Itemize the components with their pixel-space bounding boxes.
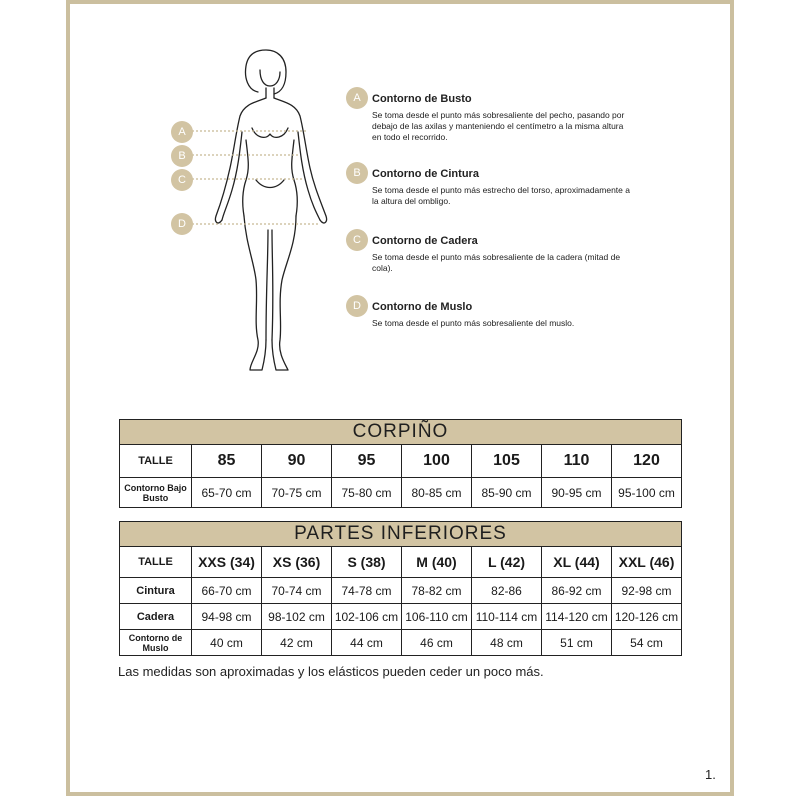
table-row (120, 478, 682, 508)
row-label: Cadera (120, 604, 192, 630)
size-header: 120 (612, 445, 682, 478)
row-label: Contorno Bajo Busto (120, 478, 192, 508)
size-header: XXL (46) (612, 547, 682, 578)
size-header: 100 (402, 445, 472, 478)
table-cell: 110-114 cm (472, 604, 542, 630)
table-cell: 40 cm (192, 630, 262, 656)
table-cell: 90-95 cm (542, 478, 612, 508)
table-cell: 98-102 cm (262, 604, 332, 630)
size-header: M (40) (402, 547, 472, 578)
table-cell: 95-100 cm (612, 478, 682, 508)
table-cell: 42 cm (262, 630, 332, 656)
figure-marker-b: B (171, 145, 193, 167)
table-cell: 65-70 cm (192, 478, 262, 508)
size-header: 90 (262, 445, 332, 478)
legend-desc: Se toma desde el punto más sobresaliente del muslo. (372, 318, 575, 328)
table-cell: 54 cm (612, 630, 682, 656)
table-cell: 44 cm (332, 630, 402, 656)
size-header: XXS (34) (192, 547, 262, 578)
figure-marker-a: A (171, 121, 193, 143)
legend-title: Contorno de Muslo (372, 301, 473, 313)
corpino-title: CORPIÑO (120, 420, 682, 445)
table-cell: 48 cm (472, 630, 542, 656)
size-header: 105 (472, 445, 542, 478)
legend-marker: A (346, 87, 368, 109)
size-header: 110 (542, 445, 612, 478)
size-header: 85 (192, 445, 262, 478)
size-header: L (42) (472, 547, 542, 578)
table-cell: 70-75 cm (262, 478, 332, 508)
legend-title: Contorno de Busto (372, 93, 472, 105)
size-header: XS (36) (262, 547, 332, 578)
legend-title: Contorno de Cintura (372, 168, 479, 180)
legend-desc: Se toma desde el punto más estrecho del torso, aproximadamente a la altura del ombligo. (372, 185, 630, 206)
page-number: 1. (705, 767, 716, 782)
table-row (120, 578, 682, 604)
size-label: TALLE (120, 445, 192, 478)
table-cell: 80-85 cm (402, 478, 472, 508)
figure-marker-c: C (171, 169, 193, 191)
disclaimer-note: Las medidas son aproximadas y los elásticos pueden ceder un poco más. (118, 664, 544, 679)
table-cell: 78-82 cm (402, 578, 472, 604)
inferiores-title: PARTES INFERIORES (120, 522, 682, 547)
table-row (120, 630, 682, 656)
row-label: Contorno de Muslo (120, 630, 192, 656)
table-cell: 114-120 cm (542, 604, 612, 630)
table-cell: 120-126 cm (612, 604, 682, 630)
legend-title: Contorno de Cadera (372, 235, 478, 247)
table-cell: 82-86 (472, 578, 542, 604)
table-cell: 92-98 cm (612, 578, 682, 604)
table-cell: 106-110 cm (402, 604, 472, 630)
size-header: 95 (332, 445, 402, 478)
legend-desc: Se toma desde el punto más sobresaliente del pecho, pasando por debajo de las axilas y manteniendo el centímetro a la misma altura en todo el recorrido. (372, 110, 625, 142)
corpino-table (119, 419, 682, 508)
size-label: TALLE (120, 547, 192, 578)
legend-marker: C (346, 229, 368, 251)
table-row (120, 604, 682, 630)
table-cell: 70-74 cm (262, 578, 332, 604)
size-header: XL (44) (542, 547, 612, 578)
table-cell: 85-90 cm (472, 478, 542, 508)
legend-desc: Se toma desde el punto más sobresaliente de la cadera (mitad de cola). (372, 252, 621, 273)
table-cell: 86-92 cm (542, 578, 612, 604)
legend-marker: B (346, 162, 368, 184)
table-cell: 46 cm (402, 630, 472, 656)
table-cell: 66-70 cm (192, 578, 262, 604)
inferiores-table (119, 521, 682, 656)
figure-marker-d: D (171, 213, 193, 235)
table-cell: 51 cm (542, 630, 612, 656)
body-figure-illustration (170, 40, 350, 380)
table-cell: 75-80 cm (332, 478, 402, 508)
table-cell: 94-98 cm (192, 604, 262, 630)
table-cell: 102-106 cm (332, 604, 402, 630)
table-cell: 74-78 cm (332, 578, 402, 604)
legend-marker: D (346, 295, 368, 317)
size-header: S (38) (332, 547, 402, 578)
row-label: Cintura (120, 578, 192, 604)
